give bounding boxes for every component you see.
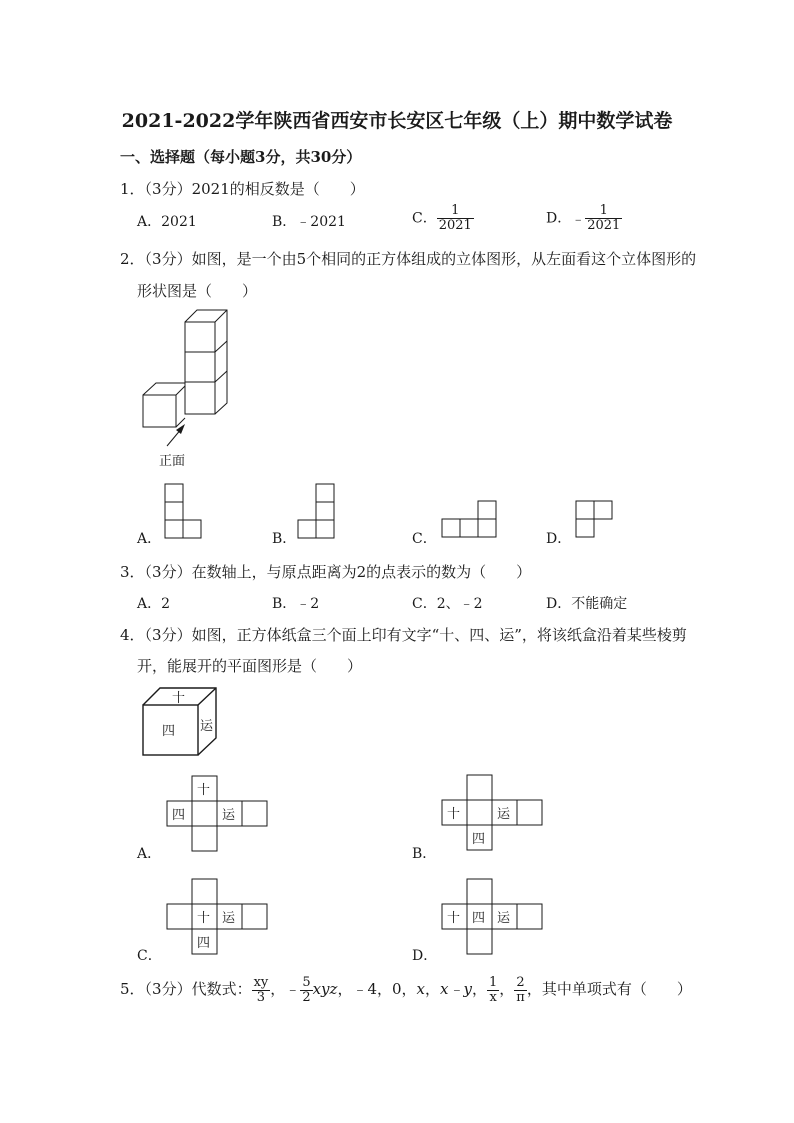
separator: ， xyxy=(425,980,441,998)
option-value: 2 xyxy=(161,596,171,612)
numerator: 1 xyxy=(437,204,474,219)
section-heading: 一、选择题（每小题3分，共30分） xyxy=(120,148,362,166)
option-value: 2021 xyxy=(161,214,197,230)
q2-stem-line1: 2．（3分）如图，是一个由5个相同的正方体组成的立体图形，从左面看这个立体图形的 xyxy=(120,250,697,268)
fraction-2-over-pi xyxy=(514,976,527,1005)
numerator: 1 xyxy=(585,204,622,219)
numerator: 2 xyxy=(514,976,527,991)
net-d-char-center: 四 xyxy=(472,911,486,926)
option-label: A． xyxy=(137,214,162,230)
term-xyz: xyz xyxy=(312,980,338,998)
separator: ， xyxy=(270,980,286,998)
separator: ， xyxy=(471,980,487,998)
q3-stem: 3．（3分）在数轴上，与原点距离为2的点表示的数为（ ） xyxy=(120,563,532,581)
q2-option-c-label[interactable]: C． xyxy=(412,531,437,547)
q4-option-d-label[interactable]: D． xyxy=(412,948,438,964)
q4-stem-line1: 4．（3分）如图，正方体纸盒三个面上印有文字“十、四、运”，将该纸盒沿着某些棱剪 xyxy=(120,626,687,644)
q5-suffix: ，其中单项式有（ ） xyxy=(526,980,692,998)
option-value: 2、﹣2 xyxy=(436,596,483,612)
minus-sign: ﹣ xyxy=(285,980,301,998)
denominator: x xyxy=(489,989,497,1005)
denominator: 2021 xyxy=(438,218,472,233)
option-label: B． xyxy=(272,214,297,230)
front-label: 正面 xyxy=(159,454,186,469)
cube-side-char: 运 xyxy=(200,719,214,734)
cube-front-char: 四 xyxy=(162,724,176,739)
numerator: xy xyxy=(253,974,269,990)
term-x: x xyxy=(416,980,425,998)
q2-stem-line2: 形状图是（ ） xyxy=(137,282,258,300)
q5-stem xyxy=(120,974,692,1005)
q4-option-b-label[interactable]: B． xyxy=(412,846,437,862)
fraction-xy-over-3 xyxy=(252,976,271,1005)
fraction-1-over-x xyxy=(487,976,499,1005)
net-b-char-right: 运 xyxy=(497,807,511,822)
q4-option-a-label[interactable]: A． xyxy=(137,846,162,862)
option-label: C． xyxy=(412,596,437,612)
net-a-char-right: 运 xyxy=(222,808,236,823)
denominator: 2021 xyxy=(587,218,621,233)
option-label: C． xyxy=(412,210,437,227)
minus-sign: ﹣ xyxy=(571,211,586,228)
option-label: A． xyxy=(137,596,162,612)
net-a-char-left: 四 xyxy=(172,808,186,823)
q4-stem-line2: 开，能展开的平面图形是（ ） xyxy=(137,657,363,675)
option-label: D． xyxy=(546,596,572,612)
cube-top-char: 十 xyxy=(172,691,186,706)
option-label: D． xyxy=(546,210,572,227)
term-x-minus-y: x﹣y xyxy=(440,980,472,998)
net-b-char-left: 十 xyxy=(447,807,461,822)
option-value: 不能确定 xyxy=(571,596,628,612)
net-d-char-left: 十 xyxy=(447,911,461,926)
denominator: π xyxy=(516,989,525,1005)
q1-stem: 1．（3分）2021的相反数是（ ） xyxy=(120,180,365,198)
q4-option-c-net[interactable] xyxy=(167,879,267,954)
numerator: 1 xyxy=(488,974,498,990)
fraction-5-over-2 xyxy=(300,976,312,1005)
denominator: 3 xyxy=(256,989,266,1005)
net-b-char-bottom: 四 xyxy=(472,832,486,847)
option-value: ﹣2 xyxy=(296,596,320,612)
q5-prefix: 5．（3分）代数式： xyxy=(120,980,252,998)
net-c-char-bottom: 四 xyxy=(197,936,211,951)
net-d-char-right: 运 xyxy=(497,911,511,926)
net-c-char-right: 运 xyxy=(222,911,236,926)
page-title: 2021-2022学年陕西省西安市长安区七年级（上）期中数学试卷 xyxy=(121,110,673,132)
numerator: 5 xyxy=(302,974,311,990)
q2-option-a-label[interactable]: A． xyxy=(137,531,162,547)
net-c-char-center: 十 xyxy=(197,911,211,926)
q2-option-d-label[interactable]: D． xyxy=(546,531,572,547)
q2-option-b-label[interactable]: B． xyxy=(272,531,297,547)
q5-constants: ，﹣4，0， xyxy=(337,980,417,998)
net-a-char-top: 十 xyxy=(197,783,211,798)
option-label: B． xyxy=(272,596,297,612)
q4-option-c-label[interactable]: C． xyxy=(137,948,162,964)
denominator: 2 xyxy=(302,989,311,1005)
separator: ， xyxy=(499,980,515,998)
option-value: ﹣2021 xyxy=(296,214,346,230)
